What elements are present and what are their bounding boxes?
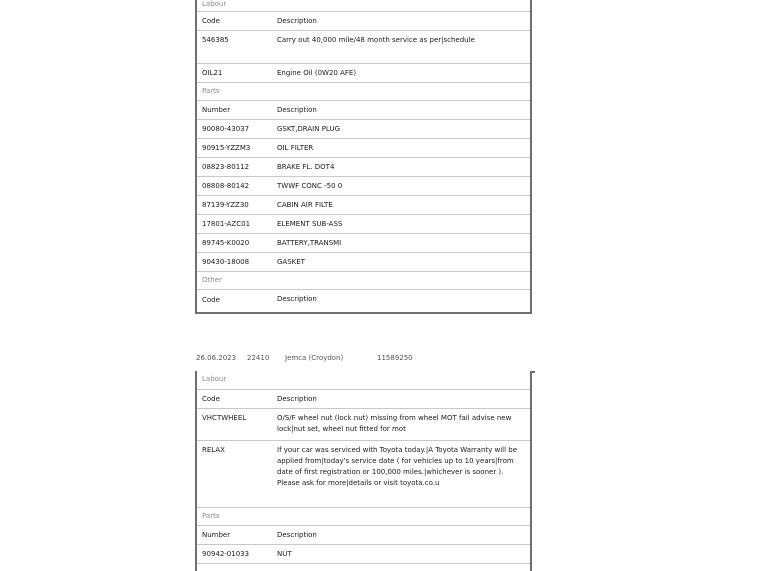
other-section-title: Other [197, 272, 530, 290]
labour-description: Carry out 40,000 mile/48 month service as per|schedule [277, 36, 475, 44]
description-header: Description [277, 105, 317, 114]
table-row [197, 215, 530, 234]
part-number: 08823-80112 [202, 163, 250, 171]
other-header-row [197, 290, 530, 309]
part-description: CABIN AIR FILTE [277, 200, 333, 209]
table-row [197, 409, 530, 441]
table-row [197, 253, 530, 272]
service-record-card-2 [195, 371, 532, 571]
description-header: Description [277, 16, 317, 25]
part-description: NUT [277, 549, 292, 558]
labour-code: 546385 [202, 36, 229, 44]
part-description: TWWF CONC -50 0 [277, 181, 343, 190]
service-record-meta [195, 352, 535, 373]
dealer-name: Jemca (Croydon) [285, 354, 344, 362]
part-description: BATTERY,TRANSMI [277, 238, 342, 247]
table-row [197, 64, 530, 83]
part-number: 87139-YZZ30 [202, 201, 249, 209]
code-header: Code [202, 395, 220, 403]
description-header: Description [277, 394, 317, 403]
table-row [197, 234, 530, 253]
part-description: BRAKE FL. DOT4 [277, 162, 335, 171]
parts-section-title: Parts [197, 508, 530, 526]
service-mileage: 22410 [247, 354, 270, 362]
part-number: 17801-AZC01 [202, 220, 251, 228]
labour-description: If your car was serviced with Toyota today.|A Toyota Warranty will be applied from|today's service date ( for vehicles up to 10 years|from date of first registration or 100,000 miles.|whichever is sooner ). Please ask for more|details or visit toyota.co.u [277, 446, 518, 487]
table-row [197, 441, 530, 508]
labour-code: RELAX [202, 446, 225, 454]
labour-section-title: Labour [197, 371, 530, 390]
table-row [197, 120, 530, 139]
labour-description: Engine Oil (0W20 AFE) [277, 68, 357, 77]
labour-code: VHCTWHEEL [202, 414, 247, 422]
labour-section-title: Labour [197, 0, 530, 12]
table-row [197, 196, 530, 215]
description-header: Description [277, 530, 317, 539]
parts-section-title: Parts [197, 83, 530, 101]
table-row [197, 139, 530, 158]
part-description: GASKET [277, 257, 305, 266]
parts-header-row [197, 101, 530, 120]
parts-header-row [197, 526, 530, 545]
table-row [197, 545, 530, 564]
service-date: 26.06.2023 [196, 354, 237, 362]
part-number: 90080-43037 [202, 125, 250, 133]
part-number: 90942-01033 [202, 550, 250, 558]
part-number: 08808-80142 [202, 182, 250, 190]
description-header: Description [277, 295, 317, 303]
code-header: Code [202, 295, 220, 304]
table-row [197, 158, 530, 177]
part-number: 90915-YZZM3 [202, 144, 251, 152]
labour-header-row [197, 390, 530, 409]
number-header: Number [202, 531, 231, 539]
labour-description: O/S/F wheel nut (lock nut) missing from wheel MOT fail advise new lock|nut set, wheel nut fitted for mot [277, 414, 512, 433]
number-header: Number [202, 106, 231, 114]
labour-code: OIL21 [202, 69, 223, 77]
part-description: OIL FILTER [277, 143, 314, 152]
service-record-card-1 [195, 0, 532, 314]
table-row [197, 31, 530, 64]
code-header: Code [202, 17, 220, 25]
part-description: GSKT,DRAIN PLUG [277, 124, 341, 133]
part-number: 90430-18008 [202, 258, 250, 266]
part-number: 89745-K0020 [202, 239, 250, 247]
invoice-number: 11589250 [377, 354, 413, 362]
table-row [197, 177, 530, 196]
part-description: ELEMENT SUB-ASS [277, 219, 343, 228]
labour-header-row [197, 12, 530, 31]
